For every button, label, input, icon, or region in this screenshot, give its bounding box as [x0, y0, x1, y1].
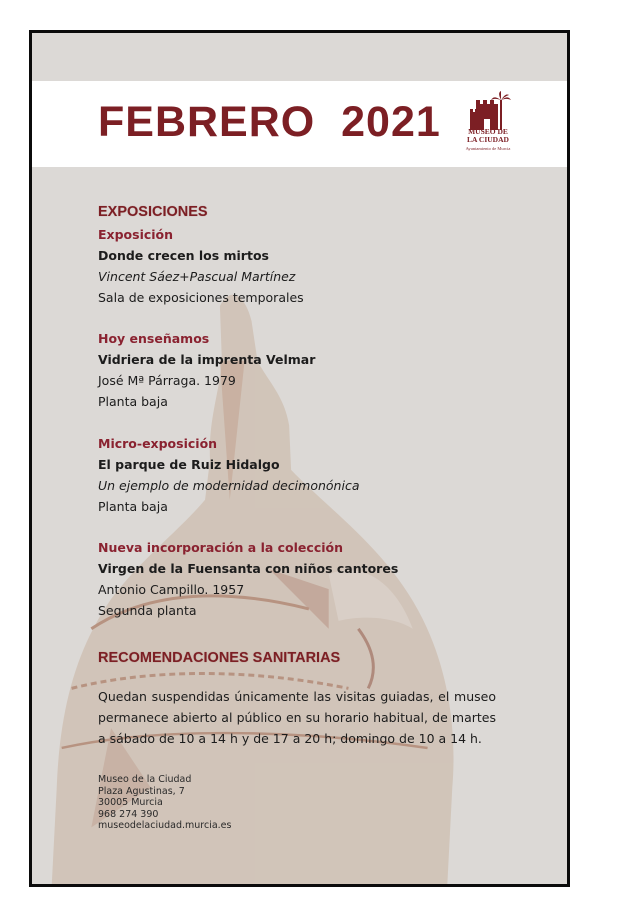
item-title: Donde crecen los mirtos: [98, 248, 269, 263]
item-location: Planta baja: [98, 394, 168, 409]
item-location: Sala de exposiciones temporales: [98, 290, 304, 305]
logo-name-line2: LA CIUDAD: [467, 135, 509, 144]
item-category: Exposición: [98, 227, 174, 242]
item-category: Micro-exposición: [98, 436, 218, 451]
footer-line: Plaza Agustinas, 7: [98, 785, 185, 797]
section-heading-recomendaciones: RECOMENDACIONES SANITARIAS: [98, 650, 341, 666]
footer-line: 30005 Murcia: [98, 797, 163, 808]
footer-line: Museo de la Ciudad: [98, 774, 192, 785]
logo-subtitle: Ayuntamiento de Murcia: [465, 146, 511, 151]
footer-line: 968 274 390: [98, 808, 159, 820]
item-title: Virgen de la Fuensanta con niños cantores: [98, 561, 399, 576]
item-title: Vidriera de la imprenta Velmar: [98, 352, 316, 367]
item-detail: José Mª Párraga. 1979: [98, 373, 236, 388]
item-category: Hoy enseñamos: [98, 331, 210, 346]
page-title: FEBRERO 2021: [98, 98, 441, 146]
item-category: Nueva incorporación a la colección: [98, 540, 343, 555]
recommendations-paragraph: Quedan suspendidas únicamente las visitas guiadas, el museo permanece abierto al público en su horario habitual, de martes a sábado de 10 a 14 h y de 17 a 20 h; domingo de 10 a 14 h.: [98, 689, 496, 746]
footer-line: museodelaciudad.murcia.es: [98, 820, 232, 831]
item-detail: Antonio Campillo. 1957: [98, 582, 245, 597]
logo-text: [448, 128, 528, 153]
section-heading-exposiciones: EXPOSICIONES: [98, 204, 208, 220]
logo-name-line1: MUSEO DE: [468, 127, 508, 136]
item-title: El parque de Ruiz Hidalgo: [98, 457, 280, 472]
item-detail: Un ejemplo de modernidad decimonónica: [98, 478, 360, 493]
poster-content: [29, 30, 570, 887]
item-detail: Vincent Sáez+Pascual Martínez: [98, 269, 296, 284]
item-location: Segunda planta: [98, 603, 197, 618]
item-location: Planta baja: [98, 499, 168, 514]
footer-contact: [98, 774, 398, 832]
